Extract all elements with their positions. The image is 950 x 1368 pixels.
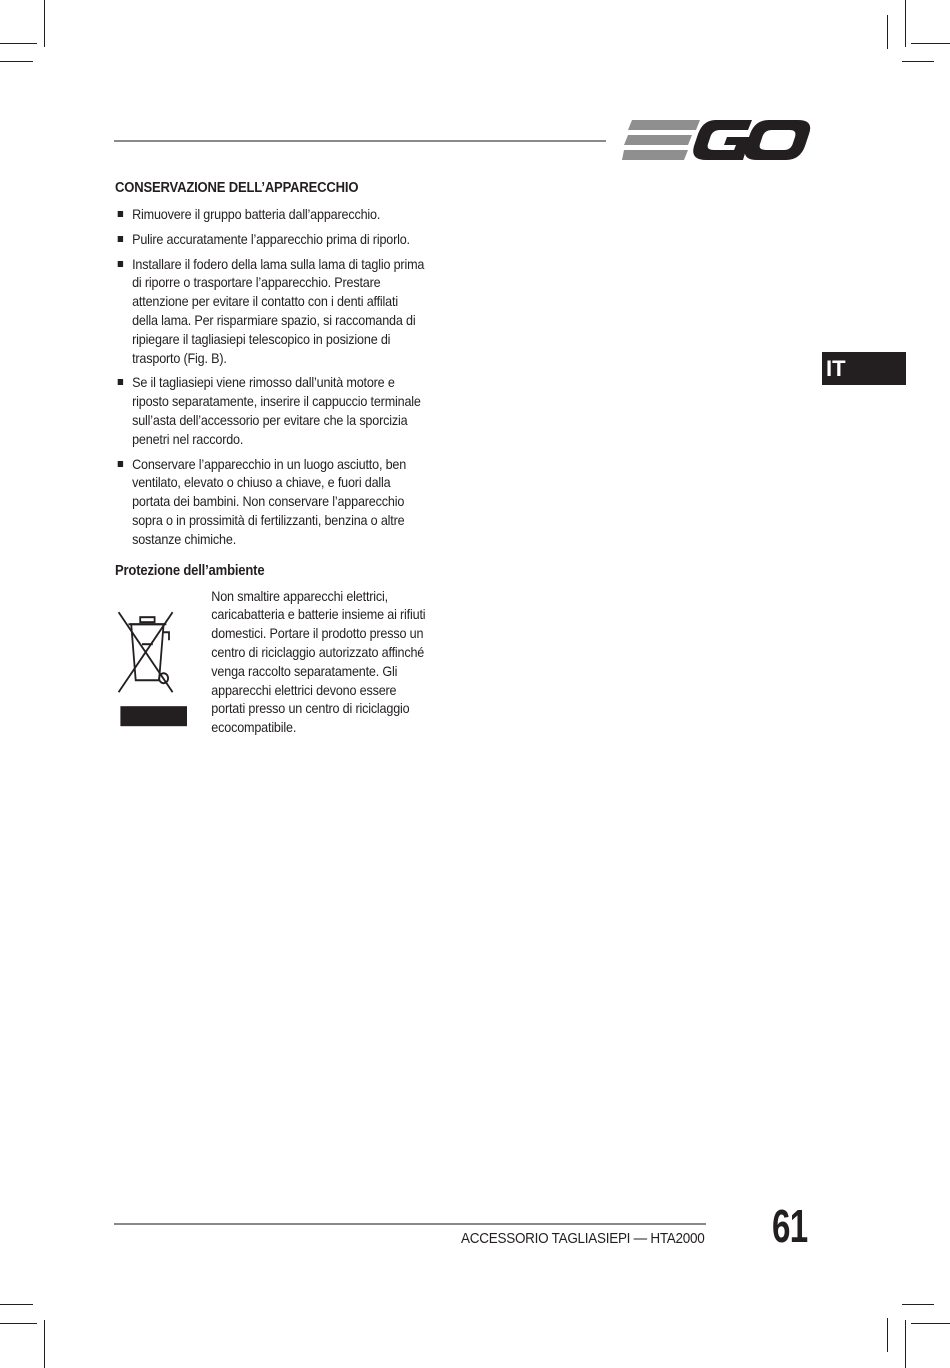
footer-product-line: ACCESSORIO TAGLIASIEPI — HTA2000	[460, 1230, 704, 1247]
footer-rule	[114, 1223, 706, 1225]
list-item: Rimuovere il gruppo batteria dall’apparecchio.	[115, 205, 426, 224]
environment-section-title: Protezione dell’ambiente	[115, 562, 265, 579]
storage-section-title: CONSERVAZIONE DELL’APPARECCHIO	[115, 180, 359, 196]
page-number: 61	[772, 1200, 808, 1252]
environment-disposal-text: Non smaltire apparecchi elettrici, caricabatteria e batterie insieme ai rifiuti domestici. Portare il prodotto presso un centro di riciclaggio autorizzato affinché venga raccolto separatamente. Gli apparecchi elettrici devono essere portati presso un centro di riciclaggio ecocompatibile.	[211, 587, 426, 736]
list-item: Installare il fodero della lama sulla lama di taglio prima di riporre o trasportare l’apparecchio. Prestare attenzione per evitare il contatto con i denti affilati della lama. Per risparmiare spazio, si raccomanda di ripiegare il tagliasiepi telescopico in posizione di trasporto (Fig. B).	[115, 255, 426, 368]
list-item: Pulire accuratamente l’apparecchio prima di riporlo.	[115, 230, 426, 249]
list-item: Conservare l’apparecchio in un luogo asciutto, ben ventilato, elevato o chiuso a chiave, e fuori dalla portata dei bambini. Non conservare l’apparecchio sopra o in prossimità di fertilizzanti, benzina o altre sostanze chimiche.	[115, 455, 426, 549]
logo-go-letters	[693, 120, 810, 160]
ego-logo	[622, 118, 812, 162]
environment-block	[115, 587, 426, 737]
main-content	[115, 178, 426, 737]
weee-crossed-bin-icon	[115, 593, 187, 737]
language-tab: IT	[822, 352, 906, 385]
list-item: Se il tagliasiepi viene rimosso dall’unità motore e riposto separatamente, inserire il cappuccio terminale sull’asta dell’accessorio per evitare che la sporcizia penetri nel raccordo.	[115, 373, 426, 448]
logo-e-mark	[622, 120, 700, 160]
header-rule	[114, 140, 606, 142]
storage-instructions-list	[115, 205, 426, 549]
